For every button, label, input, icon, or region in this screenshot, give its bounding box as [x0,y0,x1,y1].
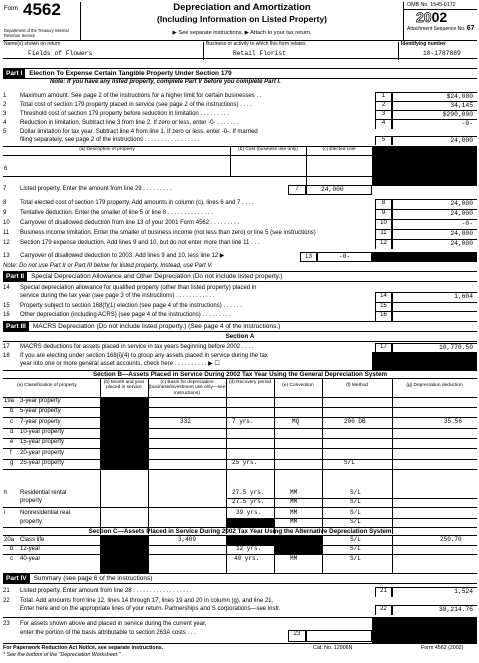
part-1-header [3,68,477,79]
form-id-block [3,2,81,41]
business-label: Business or activity to which this form relates [203,42,305,60]
sequence-number: 67 [466,25,475,32]
row-19-c-basis[interactable]: 332 [180,417,191,425]
row-19-c-col-e[interactable]: MQ [292,417,300,425]
12-year-label: 12-year [20,546,41,552]
part1.lines-line-2-row: 2 Total cost of section 179 property placed in service (see page 2 of the instructions) . . . . 2 34,145 [3,102,477,111]
row-19-e-classification: 15-year property [20,439,65,446]
form-title: Depreciation and Amortization [173,2,311,13]
line-11-text: Business income limitation. Enter the smaller of business income (not less than zero) or line 5 (see instructions) [20,230,316,236]
omb-number: OMB No. 1545-0172 [404,2,477,10]
line-3-value[interactable]: $200,000 [392,110,477,120]
row-19-e-letter: e [10,439,14,446]
part-2-header [3,271,477,282]
h-convention-2[interactable]: MM [290,498,298,505]
part-3-label: Part III [3,322,29,331]
row-19-g-letter: g [10,459,14,466]
part1.lines-line-1-row: 1 Maximum amount. See page 2 of the instructions for a higher limit for certain businesses . . 1 $24,000 [3,93,477,102]
taxpayer-info-row [3,41,477,59]
col-convention-header: (e) Convention [282,383,314,388]
class-life-method[interactable]: S/L [350,536,361,543]
part-4-header [3,573,477,584]
form-label: Form [4,6,18,12]
class-life-label: Class life [20,537,45,543]
i-method-1[interactable]: S/L [350,509,361,516]
line-21-value[interactable]: 1,524 [392,587,477,597]
line-5-value[interactable]: 24,000 [392,136,477,145]
line-12-value[interactable]: 24,000 [392,239,477,249]
part1.lines2-line-9-row: 9 Tentative deduction. Enter the smaller of line 5 or line 8 . . . . . . . . . . . . . . 9 24,000 [3,210,477,219]
section-b-heading: Section B—Assets Placed in Service During 2002 Tax Year Using the General Depreciation System [3,370,477,379]
footer-cat-number: Cat. No. 12906N [313,645,353,651]
line-22-text-2: Enter here and on the appropriate lines of your return. Partnerships and S corporations—see instr. [20,606,281,612]
col-c-header: (c) Elected cost [322,147,356,152]
footer-form-number: Form 4562 (2002) [421,645,464,651]
line-13-value[interactable]: -0- [317,252,372,262]
line-4-value[interactable]: -0- [392,119,477,129]
line-22-value[interactable]: 38,214.76 [392,605,477,615]
col-b-header: (b) Cost (business use only) [238,147,298,152]
line-5-row: 5 Dollar limitation for tax year. Subtract line 4 from line 1. If zero or less, enter -0-. If married [3,129,258,135]
line-12-text: Section 179 expense deduction. Add lines 9 and 10, but do not enter more than line 11 . . . [20,240,260,246]
40-year-method[interactable]: S/L [350,555,361,562]
department-label: Department of the Treasury Internal Revenue Service [4,28,69,38]
form-number: 4562 [23,0,61,19]
form-title-block [81,2,403,41]
part-3-title: MACRS Depreciation (Do not include listed property.) (See page 4 of the instructions.) [32,323,281,330]
line-5b-row: filing separately, see page 2 of the instructions . . . . . . . . . . . . . . . . . 5 24,000 [3,137,477,146]
row-19-19a-letter: 19a [4,398,15,404]
section-c-heading: Section C—Assets Placed in Service During 2002 Tax Year Using the Alternative Depreciation System [3,527,477,536]
line-13-row: 13 Carryover of disallowed deduction to 2003. Add lines 9 and 10, less line 12 ▶ [3,253,225,259]
line-21-text: Listed property. Enter amount from line 28 . . . . . . . . . . . . . . . . . . [20,588,192,594]
form-4562-page: Form 4562 Department of the Treasury Internal Revenue Service Depreciation and Amortization (Including Information on Listed Property) ▶ See separate instructions. ▶ Attach to your tax return. OMB No. 1545-0172 2002 Attachment Sequence No. 67 Name(s) shown on return Fields of Flowers Business or activity to which this form relates Retail Florist Identifying number 10-1787889 Part I Election To Expense Certain Tangible Property Under Section 179 Note: If you have any listed property, complete Part V before you complete Part I. 1 Maximum amount. See page 2 of the instructions for a higher limit for certain businesses . . 1 $24,000 2 Total cost of section 179 property placed in service (see page 2 of the instructions) . . . . 2 34,145 3 Threshold cost of section 179 property before reduction in limitation . . . . . . . . . 3 $200,000 4 Reduction in limitation. Subtract line 3 from line 2. If zero or less, enter -0- . . . . . . . 4 -0- 5 Dollar limitation for tax year. Subtract line 4 from line 1. If zero or less, enter -0-. If married filing separately, see page 2 of the instructions . . . . . . . . . . . . . . . . . 5 24,000 (a) Description of property (b) Cost (business use only) (c) Elected cost 6 7 Listed property. Enter the amount from line 29 . . . . . . . . . 7 24,000 8 Total elected cost of section 179 property. Add amounts in column (c), lines 6 and 7 . . . . 8 24,000 9 Tentative deduction. Enter the smaller of line 5 or line 8 . . . . . . . . . . . . . . 9 24,000 10 Carryover of disallowed deduction from line 13 of your 2001 Form 4562 . . . . . . . . . 10 -0- 11 Business income limitation. Enter the smaller of business income (not less than zero) or line 5 (see instructions) 11 24,000 12 Section 179 expense deduction. Add lines 9 and 10, but do not enter more than line 11 . . . 12 24,000 13 Carryover of disallowed deduction to 2003. Add lines 9 and 10, less line 12 ▶ 13 -0- Note: Do not use Part II or Part III below for listed property. Instead, use Part V. Part II Special Depreciation Allowance and Other Depreciation (Do not include listed property.) 14 Special depreciation allowance for qualified property (other than listed property) placed in service during the tax year (see page 3 of the instructions) . . . . . . . . . . . . 14 1,604 15 Property subject to section 168(f)(1) election (see page 4 of the instructions) . . . . . . 15 16 Other depreciation (including ACRS) (see page 4 of the instructions) . . . . . . . . . 16 Part III MACRS Depreciation (Do not include listed property.) (See page 4 of the instructions.) Section A 17 MACRS deductions for assets placed in service in tax years beginning before 2002 . . . . 17 10,770.50 18 If you are electing under section 168(i)(4) to group any assets placed in service during the tax year into one or more general asset accounts, check here . . . . . . . . . . ▶ ☐ Section B—Assets Placed in Service During 2002 Tax Year Using the General Depreciation System (a) Classification of property (b) Month and year placed in service (c) Basis for depreciation (business/investment use only—see instructions) (d) Recovery period (e) Convention (f) Method (g) Depreciation deduction 19a 3-year property b 5-year property c 7-year property 332 7 yrs. MQ 200 DB 35.56 d 10-year property e 15-year property f 20-year property g 25-year property 25 yrs. S/L h Residential rental property 27.5 yrs. MM S/L 27.5 yrs. MM S/L i Nonresidential real property 39 yrs. MM S/L MM S/L Section C—Assets Placed in Service During 2002 Tax Year Using the Alternative Depreciation System 20a Class life 3,409 S/L 250.70 b 12-year 12 yrs. S/L c 40-year 40 yrs. MM S/L Part IV Summary (see page 6 of the instructions) 21 Listed property. Enter amount from line 28 . . . . . . . . . . . . . . . . . . 21 1,524 22 Total. Add amounts from line 12, lines 14 through 17, lines 19 and 20 in column (g), and line 21. Enter here and on the appropriate lines of your return. Partnerships and S corporations—see instr. 22 38,214.76 23 For assets shown above and placed in service during the current year, enter the portion of the basis attributable to section 263A costs . . . 23 For Paperwork Reduction Act Notice, see separate instructions. Cat. No. 12906N Form 4562 (2002) * See the bottom of the "Depreciation Worksheet." [0,0,479,663]
form-header [3,2,477,41]
class-life-basis[interactable]: 3,409 [178,536,197,543]
part1.lines2-line-12-row: 12 Section 179 expense deduction. Add lines 9 and 10, but do not enter more than line 11 . . . 12 24,000 [3,240,477,249]
line-23-text-2: enter the portion of the basis attributable to section 263A costs . . . [20,630,196,636]
line-17-text: MACRS deductions for assets placed in service in tax years beginning before 2002 . . . . [20,344,254,350]
part-2-title: Special Depreciation Allowance and Other Depreciation (Do not include listed property.) [31,273,283,280]
line-23-text-1: For assets shown above and placed in service during the current year, [20,621,207,627]
col-basis-header: (c) Basis for depreciation (business/investment use only—see instructions) [148,380,226,396]
nonresidential-label-2: property [20,519,43,525]
footer-paperwork-notice: For Paperwork Reduction Act Notice, see separate instructions. [3,645,164,651]
40-year-label: 40-year [20,556,41,562]
line-5-text-1: Dollar limitation for tax year. Subtract line 4 from line 1. If zero or less, enter -0-. If married [20,129,258,135]
line-5-text-2: filing separately, see page 2 of the instructions . . . . . . . . . . . . . . . . . [20,137,200,143]
col-recovery-header: (d) Recovery period [228,380,272,385]
40-year-recovery[interactable]: 40 yrs. [234,555,260,562]
id-label: Identifying number [398,42,446,60]
row-19-c-col-f[interactable]: 200 DB [344,417,366,425]
line-22-text-1: Total. Add amounts from line 12, lines 14 through 17, lines 19 and 20 in column (g), and line 21. [20,598,274,604]
i-recovery-1[interactable]: 39 yrs. [236,509,262,516]
line-8-value[interactable]: 24,000 [392,199,477,209]
40-year-convention[interactable]: MM [290,555,298,562]
line-18-text-1: If you are electing under section 168(i)(4) to group any assets placed in service during the tax [20,353,268,359]
line-13-text: Carryover of disallowed deduction to 2003. Add lines 9 and 10, less line 12 ▶ [20,253,225,259]
h-recovery-1[interactable]: 27.5 yrs. [232,489,265,496]
line-1-value[interactable]: $24,000 [392,92,477,102]
name-field[interactable]: Fields of Flowers [28,50,93,57]
nonresidential-label-1: Nonresidential real [20,510,71,516]
line-17-value[interactable]: 10,770.50 [392,343,477,353]
line-1-text: Maximum amount. See page 2 of the instructions for a higher limit for certain businesses . . [20,93,262,99]
line-14-value[interactable]: 1,604 [392,292,477,302]
line-7-text: Listed property. Enter the amount from line 29 . . . . . . . . . [20,186,172,192]
line-9-value[interactable]: 24,000 [392,209,477,219]
i-convention-2[interactable]: MM [290,518,298,525]
line-11-value[interactable]: 24,000 [392,229,477,239]
line-14-text-1: Special depreciation allowance for qualified property (other than listed property) placed in [20,285,257,291]
line-23-value[interactable] [306,630,372,642]
line-10-text: Carryover of disallowed deduction from line 13 of your 2001 Form 4562 . . . . . . . . . [20,220,240,226]
row-19-b-letter: b [10,408,14,415]
footer-worksheet-note: * See the bottom of the "Depreciation Worksheet." [3,652,121,659]
row-19-f-classification: 20-year property [20,449,65,456]
col-classification-header: (a) Classification of property [17,383,77,388]
line-18-checkbox[interactable]: year into one or more general asset accounts, check here . . . . . . . . . . ▶ ☐ [20,361,220,367]
col-a-header: (a) Description of property [79,147,135,152]
line-3-text: Threshold cost of section 179 property before reduction in limitation . . . . . . . . . [20,111,229,117]
col-method-header: (f) Method [346,383,368,388]
row-19-c-letter: c [10,418,13,425]
residential-rental-label-2: property [20,498,43,504]
line-10-value[interactable]: -0- [392,219,477,229]
part1.lines2-line-10-row: 10 Carryover of disallowed deduction from line 13 of your 2001 Form 4562 . . . . . . . . . 10 -0- [3,220,477,229]
line-16-value[interactable] [392,311,477,321]
row-19-d-letter: d [10,428,14,435]
part1.lines2-line-11-row: 11 Business income limitation. Enter the smaller of business income (not less than zero) or line 5 (see instructions) 11 24,000 [3,230,477,239]
class-life-deduction[interactable]: 250.70 [440,536,462,543]
form-subtitle: (Including Information on Listed Property) [157,13,327,24]
part-1-title: Election To Expense Certain Tangible Property Under Section 179 [29,70,232,77]
residential-rental-label-1: Residential rental [20,490,67,496]
line-8-text: Total elected cost of section 179 property. Add amounts in column (c), lines 6 and 7 . . . . [20,200,254,206]
row-19-19a-classification: 3-year property [20,398,61,404]
row-19-c-classification: 7-year property [20,418,61,425]
part-4-label: Part IV [3,574,30,583]
i-method-2[interactable]: S/L [350,518,361,525]
line-15-text: Property subject to section 168(f)(1) election (see page 4 of the instructions) . . . . . . [20,303,242,309]
form-footer [3,643,477,658]
i-convention-1[interactable]: MM [290,509,298,516]
attachment-sequence [404,25,477,33]
line-4-text: Reduction in limitation. Subtract line 3 from line 2. If zero or less, enter -0- . . . . . . . [20,120,239,126]
part-1-label: Part I [3,69,25,78]
part-3-header [3,321,477,332]
tax-year-suffix: 02 [431,9,448,25]
row-19-b-classification: 5-year property [20,408,61,415]
form-instructions-note: ▶ See separate instructions. ▶ Attach to your tax return. [172,29,312,36]
part1.lines2-line-8-row: 8 Total elected cost of section 179 property. Add amounts in column (c), lines 6 and 7 . . . . 8 24,000 [3,200,477,209]
part1.lines-line-4-row: 4 Reduction in limitation. Subtract line 3 from line 2. If zero or less, enter -0- . . . . . . . 4 -0- [3,120,477,129]
h-method-1[interactable]: S/L [350,489,361,496]
row-19-c-col-d[interactable]: 7 yrs. [232,417,254,425]
row-19-c-col-g[interactable]: 35.56 [444,417,463,425]
tax-year-prefix: 20 [416,9,432,25]
row-19-g-classification: 25-year property [20,459,65,466]
row-19-d-classification: 10-year property [20,428,65,435]
line-2-value[interactable]: 34,145 [392,101,477,111]
omb-block [403,2,477,41]
part1.lines-line-3-row: 3 Threshold cost of section 179 property before reduction in limitation . . . . . . . . . 3 $200,000 [3,111,477,120]
12-year-method[interactable]: S/L [350,545,361,552]
tax-year [404,10,477,25]
row-19-f-letter: f [10,449,12,456]
col-deduction-header: (g) Depreciation deduction [406,383,463,388]
attachment-label: Attachment Sequence No. [407,26,466,32]
line-7-row: 7 Listed property. Enter the amount from line 29 . . . . . . . . . [3,186,172,192]
part-2-label: Part II [3,272,27,281]
row-19-g-col-f[interactable]: S/L [344,458,355,466]
line-7-value[interactable]: 24,000 [306,185,372,195]
line-16-text: Other depreciation (including ACRS) (see page 4 of the instructions) . . . . . . . . . [20,312,231,318]
section-a-heading: Section A [3,333,477,342]
h-convention-1[interactable]: MM [290,489,298,496]
h-method-2[interactable]: S/L [350,498,361,505]
part-1-note-2: Note: Do not use Part II or Part III below for listed property. Instead, use Part V. [3,263,213,269]
part-4-title: Summary (see page 6 of the instructions) [33,575,153,582]
col-month-year-header: (b) Month and year placed in service [103,380,145,391]
part-1-note: Note: If you have any listed property, complete Part V before you complete Part I. [50,79,281,85]
row-19-g-col-d[interactable]: 25 yrs. [232,458,258,466]
12-year-recovery[interactable]: 12 yrs. [236,545,262,552]
name-label: Name(s) shown on return [4,41,61,47]
line-2-text: Total cost of section 179 property placed in service (see page 2 of the instructions) . . . . [20,102,252,108]
h-recovery-2[interactable]: 27.5 yrs. [232,498,265,505]
line-9-text: Tentative deduction. Enter the smaller of line 5 or line 8 . . . . . . . . . . . . . . [20,210,213,216]
business-field[interactable]: Retail Florist [233,50,286,57]
line-14-text-2: service during the tax year (see page 3 of the instructions) . . . . . . . . . . . . [20,293,215,299]
id-field[interactable]: 10-1787889 [423,50,461,57]
